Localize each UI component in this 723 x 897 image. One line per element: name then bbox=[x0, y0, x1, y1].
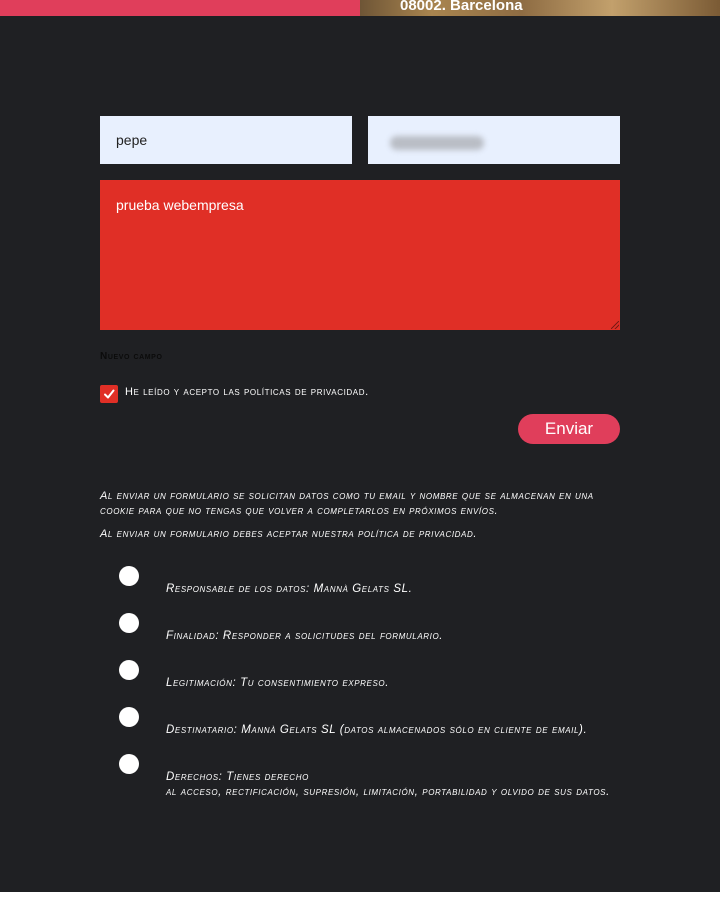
bullet-icon bbox=[119, 754, 139, 774]
bullet-icon bbox=[119, 613, 139, 633]
bullet-icon bbox=[119, 707, 139, 727]
header-address: 08002. Barcelona bbox=[400, 0, 523, 14]
info-item-text: Responsable de los datos: Mannà Gelats SL. bbox=[166, 583, 413, 595]
consent-checkbox[interactable] bbox=[100, 385, 118, 403]
new-field-label: Nuevo campo bbox=[100, 351, 163, 362]
header-accent-bar bbox=[0, 0, 360, 16]
info-item-text: Destinatario: Mannà Gelats SL (datos almacenados sólo en cliente de email). bbox=[166, 724, 588, 736]
info-item-text-continued: al acceso, rectificación, supresión, limitación, portabilidad y olvido de sus datos. bbox=[166, 786, 610, 798]
info-item-text: Derechos: Tienes derecho bbox=[166, 771, 309, 783]
info-item-text: Finalidad: Responder a solicitudes del formulario. bbox=[166, 630, 444, 642]
name-field-value: pepe bbox=[116, 132, 148, 148]
privacy-notice: Al enviar un formulario debes aceptar nuestra política de privacidad. bbox=[100, 528, 477, 540]
header-image bbox=[360, 0, 720, 16]
message-field[interactable] bbox=[100, 180, 620, 330]
bullet-icon bbox=[119, 660, 139, 680]
name-field[interactable] bbox=[100, 116, 352, 164]
message-field-value: prueba webempresa bbox=[116, 197, 244, 213]
check-icon bbox=[103, 388, 115, 400]
resize-grip-icon[interactable] bbox=[611, 321, 619, 329]
email-field[interactable] bbox=[368, 116, 620, 164]
email-field-blurred-value bbox=[390, 136, 484, 150]
bullet-icon bbox=[119, 566, 139, 586]
info-item-text: Legitimación: Tu consentimiento expreso. bbox=[166, 677, 390, 689]
consent-label[interactable]: He leído y acepto las políticas de privacidad. bbox=[125, 386, 369, 398]
submit-button[interactable]: Enviar bbox=[518, 414, 620, 444]
cookie-notice: Al enviar un formulario se solicitan datos como tu email y nombre que se almacenan en una cookie para que no tengas que volver a completarlos en próximos envíos. bbox=[100, 490, 594, 517]
